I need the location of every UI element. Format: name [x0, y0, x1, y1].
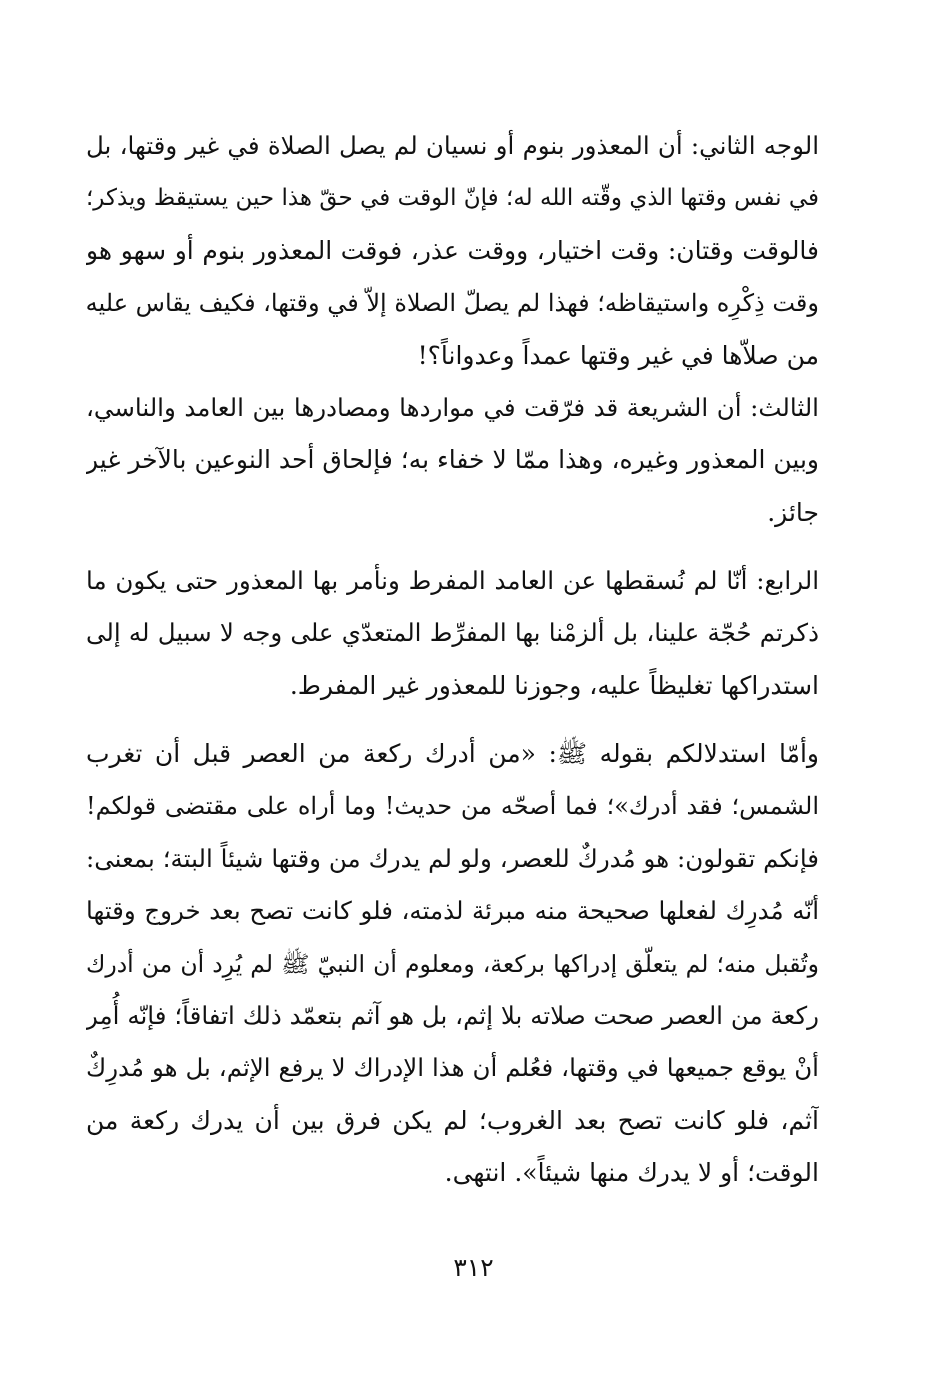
text-line: وأمّا استدلالكم بقوله ﷺ: «من أدرك ركعة من العصر قبل أن تغرب [86, 739, 819, 768]
text-line: في نفس وقتها الذي وقّته الله له؛ فإنّ الوقت في حقّ هذا حين يستيقظ ويذكر؛ [86, 185, 819, 212]
text-line: وبين المعذور وغيره، وهذا ممّا لا خفاء به؛ فإلحاق أحد النوعين بالآخر غير [86, 445, 819, 475]
text-line: فالوقت وقتان: وقت اختيار، ووقت عذر، فوقت المعذور بنوم أو سهو هو [86, 235, 819, 265]
text-line: جائز. [767, 497, 819, 527]
paragraph-hadith-argument [86, 728, 819, 1200]
text-line: الرابع: أنّا لم نُسقطها عن العامد المفرط ونأمر بها المعذور حتى يكون ما [86, 566, 819, 595]
text-line: وتُقبل منه؛ لم يتعلّق إدراكها بركعة، ومعلوم أن النبيّ ﷺ لم يُرِد أن من أدرك [86, 949, 819, 978]
text-line: من صلاّها في غير وقتها عمداً وعدواناً؟! [417, 340, 819, 370]
text-line: وقت ذِكْرِه واستيقاظه؛ فهذا لم يصلّ الصلاة إلاّ في وقتها، فكيف يقاس عليه [86, 289, 819, 318]
text-line: أنْ يوقع جميعها في وقتها، فعُلم أن هذا الإدراك لا يرفع الإثم، بل هو مُدرِكٌ [86, 1053, 819, 1083]
text-line: الشمس؛ فقد أدرك»؛ فما أصحّه من حديث! وما أراه على مقتضى قولكم! [86, 792, 819, 821]
text-line: أنّه مُدرِك لفعلها صحيحة منه مبرئة لذمته، فلو كانت تصح بعد خروج وقتها [86, 896, 819, 926]
text-line: الثالث: أن الشريعة قد فرّقت في مواردها ومصادرها بين العامد والناسي، [86, 393, 819, 422]
paragraph-third-aspect [86, 382, 819, 539]
paragraph-second-aspect [86, 120, 819, 382]
text-line: الوقت؛ أو لا يدرك منها شيئاً». انتهى. [444, 1158, 819, 1188]
paragraph-fourth-aspect [86, 555, 819, 712]
text-line: فإنكم تقولون: هو مُدركٌ للعصر، ولو لم يدرك من وقتها شيئاً البتة؛ بمعنى: [86, 843, 819, 873]
text-line: ركعة من العصر صحت صلاته بلا إثم، بل هو آثم بتعمّد ذلك اتفاقاً؛ فإنّه أُمِر [86, 1000, 819, 1030]
text-line: الوجه الثاني: أن المعذور بنوم أو نسيان لم يصل الصلاة في غير وقتها، بل [86, 131, 819, 160]
text-line: استدراكها تغليظاً عليه، وجوزنا للمعذور غير المفرط. [289, 670, 819, 700]
text-line: ذكرتم حُجّة علينا، بل ألزمْنا بها المفرِّط المتعدّي على وجه لا سبيل له إلى [86, 618, 819, 648]
page-number: ٣١٢ [453, 1253, 494, 1282]
text-line: آثم، فلو كانت تصح بعد الغروب؛ لم يكن فرق بين أن يدرك ركعة من [86, 1105, 819, 1135]
